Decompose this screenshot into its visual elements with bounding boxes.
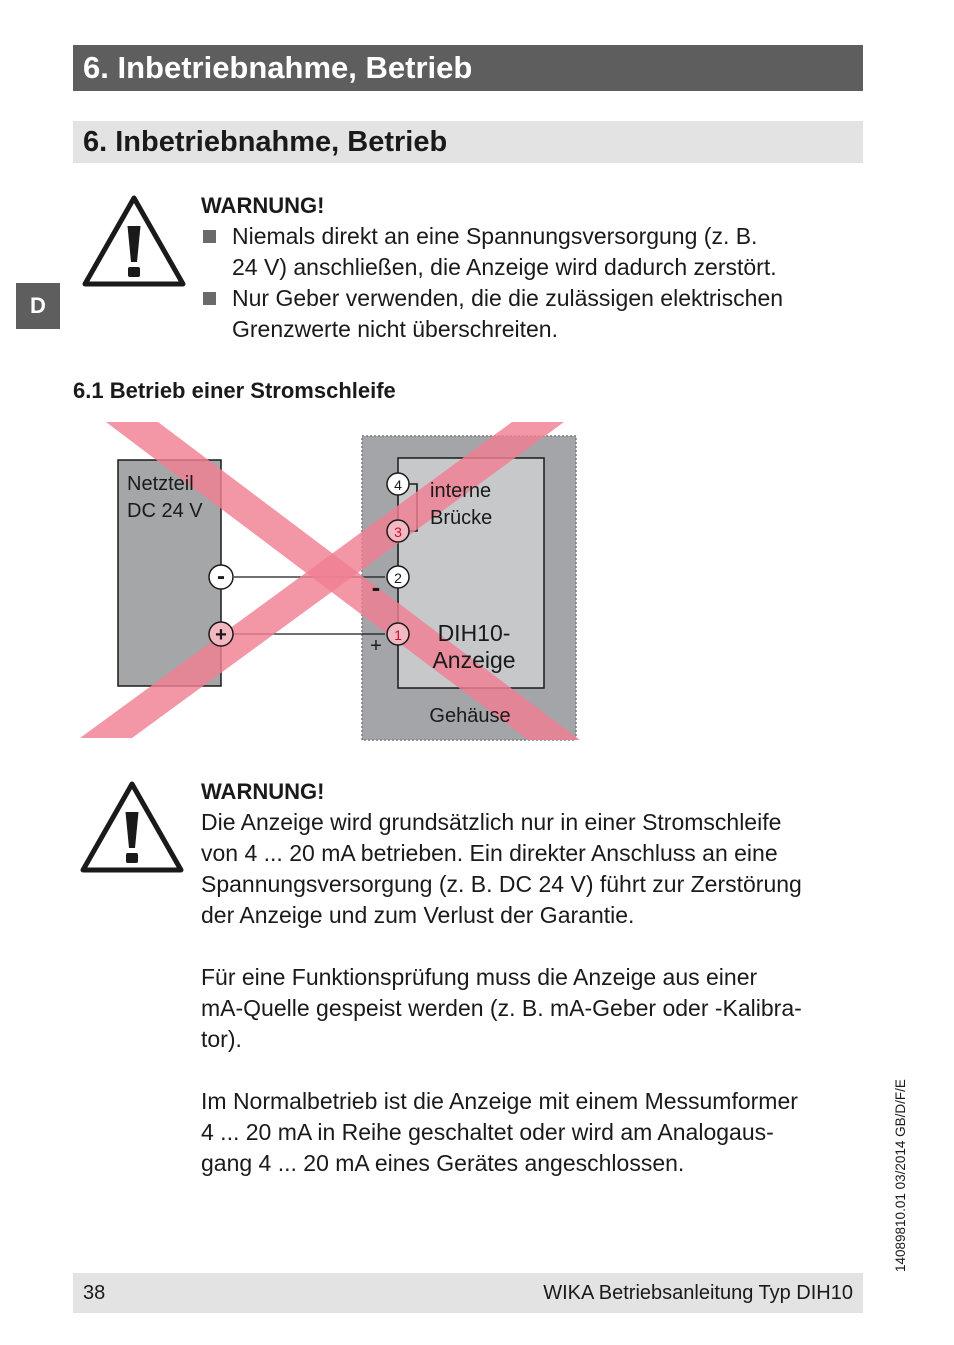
document-code: 14089810.01 03/2014 GB/D/F/E bbox=[893, 1079, 908, 1272]
wiring-diagram bbox=[75, 420, 585, 742]
loop-minus-mark: - bbox=[371, 572, 381, 602]
psu-plus-label: + bbox=[215, 624, 227, 646]
text-line: der Anzeige und zum Verlust der Garantie. bbox=[201, 902, 635, 928]
psu-minus-label: - bbox=[217, 563, 225, 590]
section-title: 6. Inbetriebnahme, Betrieb bbox=[73, 121, 863, 163]
warning-bullet bbox=[201, 283, 863, 345]
page-footer bbox=[73, 1273, 863, 1313]
display-label-line2: Anzeige bbox=[432, 647, 516, 673]
paragraph bbox=[201, 1086, 863, 1179]
subsection-title: 6.1 Betrieb einer Stromschleife bbox=[73, 378, 396, 403]
terminal-3-label: 3 bbox=[394, 524, 402, 540]
text-line: Für eine Funktionsprüfung muss die Anzeige aus einer bbox=[201, 964, 758, 990]
bullet-square-icon bbox=[203, 230, 216, 243]
text-line: Im Normalbetrieb ist die Anzeige mit einem Messumformer bbox=[201, 1088, 798, 1114]
warning-text bbox=[201, 807, 863, 1179]
warning-title: WARNUNG! bbox=[201, 193, 325, 218]
text-line: gang 4 ... 20 mA eines Gerätes angeschlossen. bbox=[201, 1150, 685, 1176]
text-line: mA-Quelle gespeist werden (z. B. mA-Geber oder -Kalibra- bbox=[201, 995, 802, 1021]
page-number: 38 bbox=[83, 1282, 106, 1304]
language-tab: D bbox=[16, 283, 60, 329]
bullet-line: Niemals direkt an eine Spannungsversorgung (z. B. bbox=[232, 223, 758, 249]
warning-bullet bbox=[201, 221, 863, 283]
terminal-1-label: 1 bbox=[394, 627, 402, 643]
warning-triangle-icon bbox=[81, 194, 187, 288]
bullet-line: 24 V) anschließen, die Anzeige wird dadurch zerstört. bbox=[232, 254, 777, 280]
bullet-line: Nur Geber verwenden, die die zulässigen elektrischen bbox=[232, 285, 784, 311]
bullet-square-icon bbox=[203, 292, 216, 305]
warning-triangle-icon bbox=[79, 780, 185, 874]
warning-block-2 bbox=[201, 777, 863, 1210]
text-line: von 4 ... 20 mA betrieben. Ein direkter Anschluss an eine bbox=[201, 840, 778, 866]
warning-title: WARNUNG! bbox=[201, 779, 325, 804]
display-label-line1: DIH10- bbox=[437, 620, 511, 646]
text-line: Die Anzeige wird grundsätzlich nur in einer Stromschleife bbox=[201, 809, 782, 835]
bridge-label-line2: Brücke bbox=[430, 507, 493, 529]
terminal-4-label: 4 bbox=[394, 477, 402, 493]
terminal-2-label: 2 bbox=[394, 570, 402, 586]
text-line: Spannungsversorgung (z. B. DC 24 V) führt zur Zerstörung bbox=[201, 871, 802, 897]
bridge-label-line1: interne bbox=[430, 480, 492, 502]
warning-bullet-list bbox=[201, 221, 863, 345]
text-line: 4 ... 20 mA in Reihe geschaltet oder wird am Analogaus- bbox=[201, 1119, 774, 1145]
paragraph bbox=[201, 962, 863, 1055]
warning-block-1 bbox=[201, 191, 863, 345]
housing-label: Gehäuse bbox=[429, 705, 511, 727]
paragraph bbox=[201, 807, 863, 931]
psu-label-line1: Netzteil bbox=[127, 473, 194, 495]
bullet-line: Grenzwerte nicht überschreiten. bbox=[232, 316, 558, 342]
page-banner-title: 6. Inbetriebnahme, Betrieb bbox=[73, 45, 863, 91]
psu-label-line2: DC 24 V bbox=[127, 500, 203, 522]
text-line: tor). bbox=[201, 1026, 242, 1052]
loop-plus-mark: + bbox=[370, 635, 382, 657]
footer-title: WIKA Betriebsanleitung Typ DIH10 bbox=[543, 1282, 853, 1304]
